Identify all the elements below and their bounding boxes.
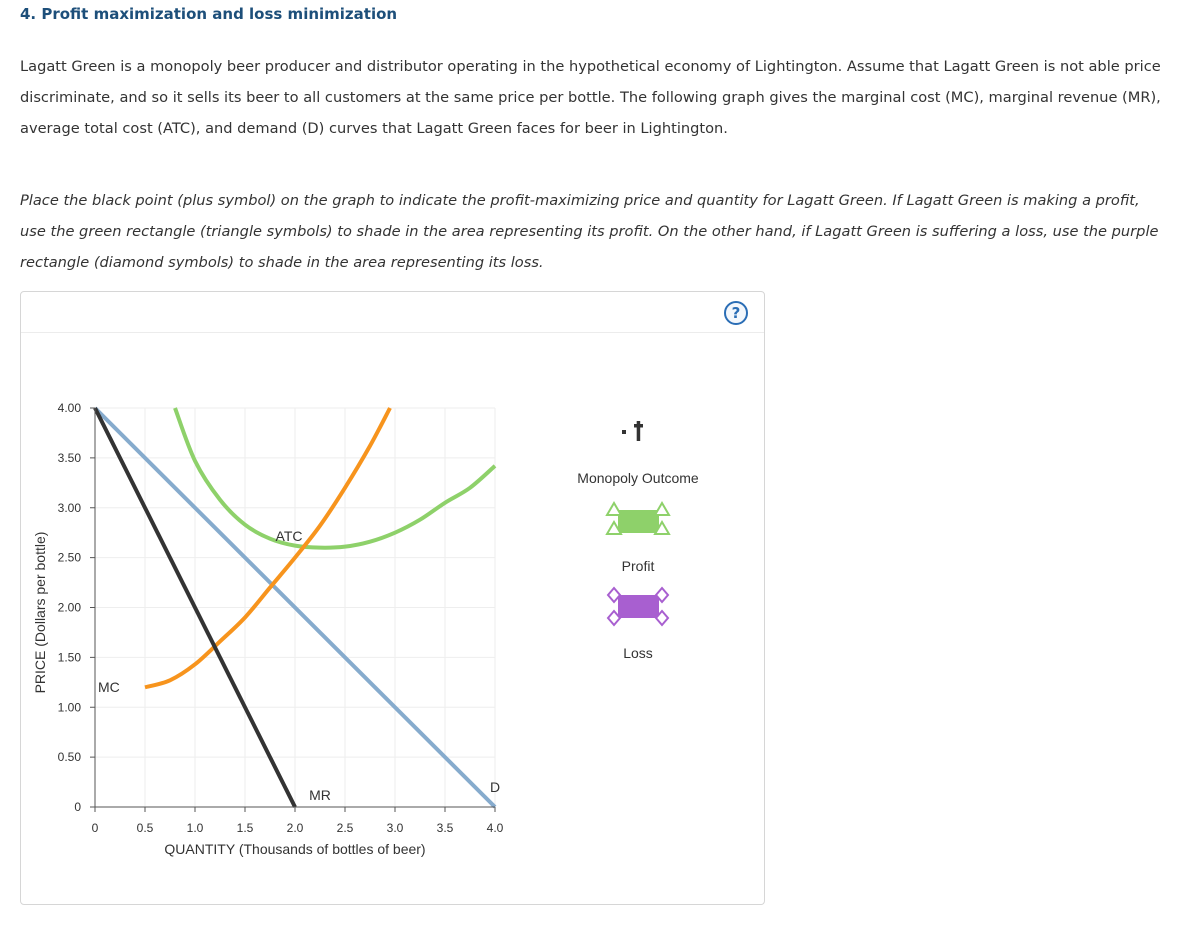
x-tick-label: 3.5 [436, 821, 454, 835]
y-axis-title: PRICE (Dollars per bottle) [32, 531, 48, 694]
curve-label-mr: MR [309, 787, 331, 803]
curve-label-mc: MC [98, 679, 120, 695]
x-axis-title: QUANTITY (Thousands of bottles of beer) [164, 841, 426, 857]
profit-rectangle-icon [618, 510, 659, 533]
y-tick-label: 0.50 [57, 750, 81, 765]
x-tick-label: 1.0 [186, 821, 204, 835]
curve-mc [145, 408, 390, 687]
legend-loss-label: Loss [623, 645, 653, 661]
x-tick-label: 2.5 [336, 821, 354, 835]
question-paragraph: Lagatt Green is a monopoly beer producer and distributor operating in the hypothetical economy of Lightington. Assume that Lagatt Green is not able price discriminate, and so it sells its beer to all customers at the same price per bottle. The following graph gives the marginal cost (MC), marginal revenue (MR), average total cost (ATC), and demand (D) curves that Lagatt Green faces for beer in Lightington. [20, 58, 1161, 137]
y-tick-label: 4.00 [57, 401, 81, 415]
x-tick-label: 3.0 [386, 821, 404, 835]
legend-profit-label: Profit [621, 558, 655, 574]
loss-rectangle-tool[interactable] [608, 588, 668, 661]
triangle-icon [655, 503, 669, 515]
y-tick-label: 0 [74, 800, 81, 814]
x-tick-label: 2.0 [286, 821, 304, 835]
help-icon[interactable]: ? [724, 301, 748, 325]
question-instructions: Place the black point (plus symbol) on the graph to indicate the profit-maximizing price and quantity for Lagatt Green. If Lagatt Green is making a profit, use the green rectangle (triangle symbols) to shade in the area representing its profit. On the other hand, if Lagatt Green is suffering a loss, use the purple rectangle (diamond symbols) to shade in the area representing its loss. [20, 192, 1159, 271]
curve-label-atc: ATC [275, 528, 303, 544]
legend-monopoly-outcome-label: Monopoly Outcome [577, 470, 699, 486]
y-tick-label: 2.00 [57, 600, 81, 615]
monopoly-outcome-tool[interactable] [577, 421, 699, 486]
x-tick-label: 0 [91, 821, 99, 835]
x-tick-label: 1.5 [236, 821, 254, 835]
plus-marker-icon [622, 421, 643, 441]
y-tick-label: 2.50 [57, 550, 81, 565]
question-title: 4. Profit maximization and loss minimization [20, 5, 398, 23]
y-tick-label: 1.50 [57, 650, 81, 665]
profit-rectangle-tool[interactable] [607, 503, 669, 574]
x-tick-label: 0.5 [136, 821, 154, 835]
y-tick-label: 3.00 [57, 500, 81, 515]
chart-axes [90, 408, 495, 812]
chart-labels [32, 401, 504, 857]
curve-label-d: D [489, 779, 501, 795]
loss-rectangle-icon [618, 595, 659, 618]
triangle-icon [607, 503, 621, 515]
curve-atc [175, 408, 495, 548]
y-tick-label: 3.50 [57, 450, 81, 465]
y-tick-label: 1.00 [57, 700, 81, 715]
x-tick-label: 4.0 [486, 821, 504, 835]
